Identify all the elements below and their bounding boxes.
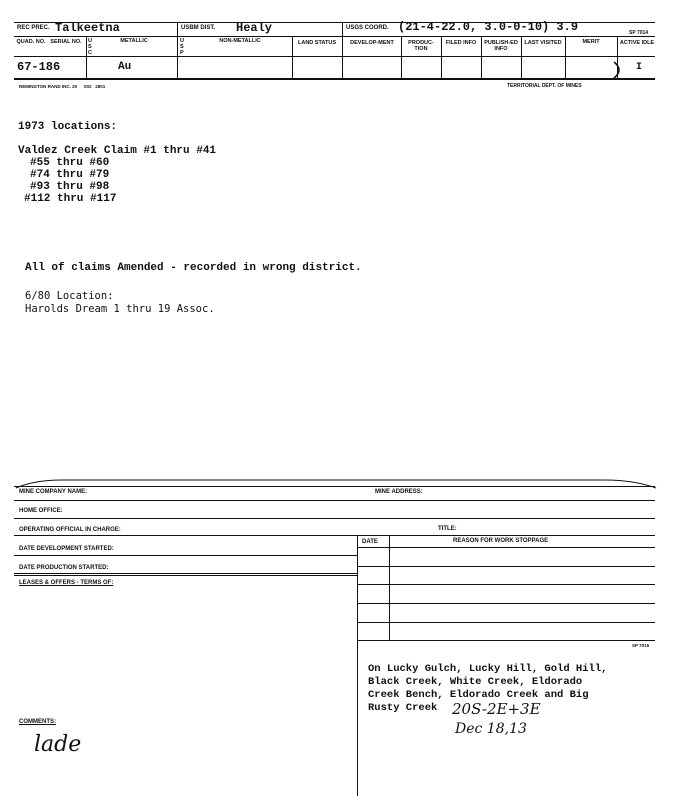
location-label: 6/80 Location: <box>25 290 114 302</box>
col-last-visited: LAST VISITED <box>524 40 562 46</box>
form-rule-2 <box>14 518 655 519</box>
active-value: I <box>636 62 643 73</box>
stoppage-reason-col: REASON FOR WORK STOPPAGE <box>453 538 549 544</box>
form-rule-6 <box>14 575 357 576</box>
col-serial-no: SERIAL NO. <box>50 39 82 45</box>
col-development: DEVELOP-MENT <box>350 40 394 46</box>
usbm-dist-label: USBM DIST. <box>181 25 216 31</box>
notes-line-3: Creek Bench, Eldorado Creek and Big <box>368 689 589 701</box>
col-quad-no: QUAD. NO. <box>16 39 46 45</box>
department-label: TERRITORIAL DEPT. OF MINES <box>507 83 582 89</box>
usp-letters: U S P <box>180 38 184 56</box>
claims-sub-4: #112 thru #117 <box>24 193 117 205</box>
locations-heading: 1973 locations: <box>18 121 118 133</box>
form-top-curve <box>14 472 658 494</box>
printer-label: REMINGTON RAND INC. 20 <box>19 84 78 89</box>
stoppage-row-1 <box>357 547 655 548</box>
hand-location: 20S-2E+3E <box>452 700 541 718</box>
form-rule-1 <box>14 500 655 501</box>
col-land-status: LAND STATUS <box>298 40 336 46</box>
col-active-idle: ACTIVE IDLE <box>619 40 655 46</box>
header-mid-rule <box>14 36 655 37</box>
divider-4 <box>292 36 293 80</box>
form-rule-5 <box>14 573 357 574</box>
stoppage-left-border <box>357 535 358 641</box>
header-col-rule <box>14 56 655 57</box>
col-metallic: METALLIC <box>120 38 148 44</box>
claims-sub-3: #93 thru #98 <box>30 181 110 193</box>
notes-line-2: Black Creek, White Creek, Eldorado <box>368 676 583 688</box>
form-rule-0 <box>14 486 655 487</box>
col-published-info: PUBLISH-ED INFO <box>484 40 518 52</box>
claims-sub-2: #74 thru #79 <box>30 169 110 181</box>
stoppage-date-col: DATE <box>362 539 378 545</box>
operating-official-label: OPERATING OFFICIAL IN CHARGE: <box>19 527 121 533</box>
col-production: PRODUC-TION <box>408 40 434 52</box>
usbm-dist-value: Healy <box>236 21 273 35</box>
claims-line: Valdez Creek Claim #1 thru #41 <box>18 145 217 157</box>
signature: lade <box>34 732 82 757</box>
metallic-value: Au <box>118 61 132 73</box>
form-rule-3 <box>14 535 655 536</box>
stoppage-date-border <box>389 535 390 641</box>
circle-mark-icon <box>612 60 626 80</box>
col-merit: MERIT <box>582 39 600 45</box>
comments-label: COMMENTS: <box>19 719 56 725</box>
notes-line-1: On Lucky Gulch, Lucky Hill, Gold Hill, <box>368 663 608 675</box>
notes-line-4: Rusty Creek <box>368 702 438 714</box>
form-code-2: SP 7015 <box>632 643 650 648</box>
quad-value: 67-186 <box>17 60 61 74</box>
leases-label: LEASES & OFFERS - TERMS OF: <box>19 580 114 586</box>
usgs-coord-label: USGS COORD. <box>346 25 389 31</box>
usgs-coord-value: (21-4-22.0, 3.0-0-10) 3.9 <box>398 20 579 34</box>
stoppage-row-3 <box>357 584 655 585</box>
home-office-label: HOME OFFICE: <box>19 508 63 514</box>
stoppage-row-5 <box>357 622 655 623</box>
printer-codes: 002 2801 <box>84 84 106 89</box>
divider-2 <box>342 22 343 80</box>
col-non-metallic: NON-METALLIC <box>219 38 261 44</box>
rec-prec-value: Talkeetna <box>55 21 120 35</box>
divider-3 <box>86 36 87 80</box>
divider-1 <box>177 22 178 80</box>
title-label: TITLE: <box>438 526 457 532</box>
mine-company-label: MINE COMPANY NAME: <box>19 489 88 495</box>
amended-note: All of claims Amended - recorded in wrong district. <box>25 262 362 274</box>
rec-prec-label: REC PREC. <box>17 25 50 31</box>
header-bottom-rule <box>14 78 655 80</box>
comments-divider <box>357 641 358 796</box>
col-filed-info: FILED INFO <box>445 40 477 46</box>
mine-address-label: MINE ADDRESS: <box>375 489 423 495</box>
stoppage-row-4 <box>357 603 655 604</box>
form-code: SP 7014 <box>629 30 649 36</box>
claims-sub-1: #55 thru #60 <box>30 157 110 169</box>
stoppage-row-6 <box>357 640 655 641</box>
hand-date: Dec 18,13 <box>455 721 527 737</box>
form-rule-4 <box>14 555 357 556</box>
date-development-label: DATE DEVELOPMENT STARTED: <box>19 546 114 552</box>
location-value: Harolds Dream 1 thru 19 Assoc. <box>25 303 215 315</box>
stoppage-row-2 <box>357 566 655 567</box>
date-production-label: DATE PRODUCTION STARTED: <box>19 565 109 571</box>
usc-letters: U S C <box>88 38 92 56</box>
